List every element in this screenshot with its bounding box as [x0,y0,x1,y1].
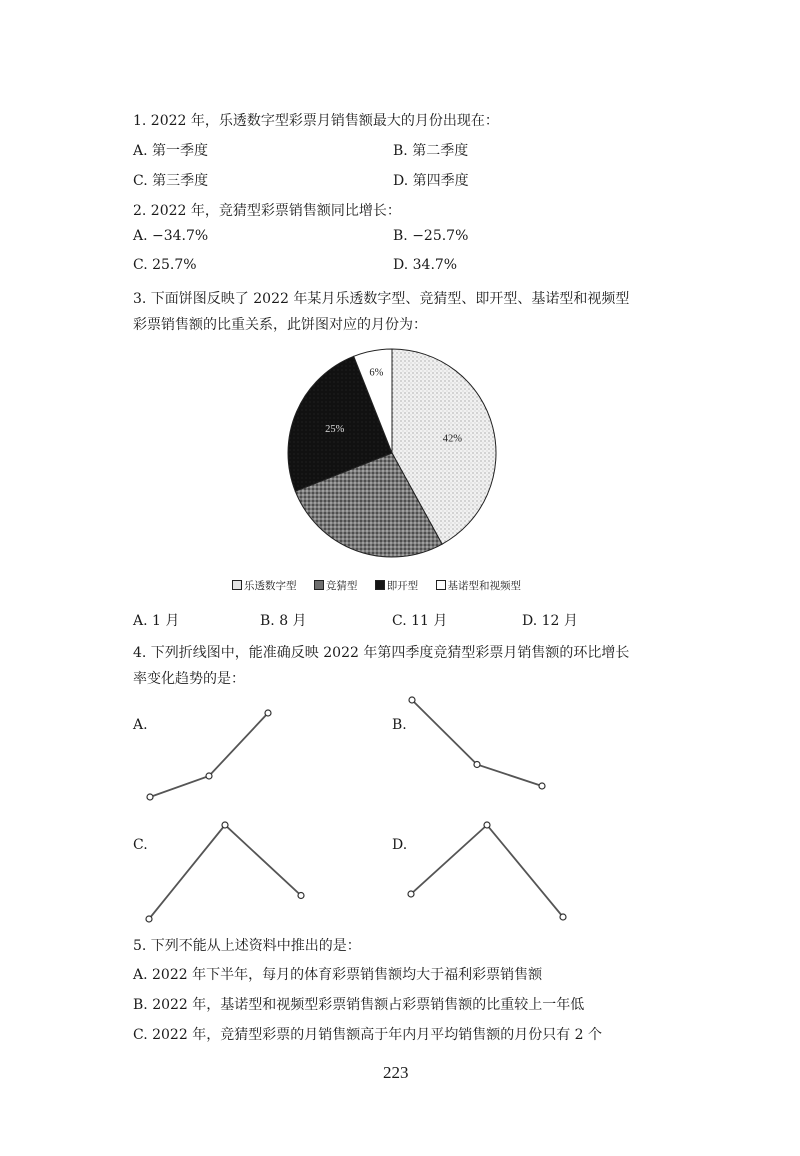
q5-option-c[interactable]: C. 2022 年，竞猜型彩票的月销售额高于年内月平均销售额的月份只有 2 个 [133,1027,602,1043]
option-line [150,713,268,797]
legend-swatch [375,580,385,590]
legend-label: 即开型 [386,580,419,592]
pie-slice-label: 25% [325,424,345,436]
option-line [149,825,301,919]
pie-chart [288,349,496,557]
pie-slice-label: 6% [369,367,384,379]
q1-option-d[interactable]: D. 第四季度 [393,173,469,189]
q1-option-b[interactable]: B. 第二季度 [393,143,469,159]
pie-legend [232,578,535,593]
q2-stem: 2. 2022 年，竞猜型彩票销售额同比增长： [133,203,401,219]
q2-option-a[interactable]: A. −34.7% [133,228,209,244]
line-point [298,893,304,899]
q2-option-b[interactable]: B. −25.7% [393,228,469,244]
q2-option-d[interactable]: D. 34.7% [393,257,458,273]
legend-swatch [436,580,446,590]
line-point [474,762,480,768]
q5-option-a[interactable]: A. 2022 年下半年，每月的体育彩票销售额均大于福利彩票销售额 [133,967,543,983]
q4-option-b[interactable]: B. [392,717,407,733]
line-point [408,891,414,897]
q4-option-d[interactable]: D. [392,837,408,853]
legend-swatch [314,580,324,590]
line-point [265,710,271,716]
q3-option-b[interactable]: B. 8 月 [260,613,307,629]
legend-label: 乐透数字型 [244,580,297,592]
q4-option-a[interactable]: A. [133,717,148,733]
legend-item-quiz [314,580,358,592]
q3-option-c[interactable]: C. 11 月 [392,613,448,629]
q3-stem-line2: 彩票销售额的比重关系，此饼图对应的月份为： [133,317,427,333]
line-point [146,916,152,922]
legend-item-lotto [232,580,297,592]
q1-option-a[interactable]: A. 第一季度 [133,143,209,159]
option-line [411,825,563,917]
line-point [409,697,415,703]
line-point [222,822,228,828]
q1-stem: 1. 2022 年，乐透数字型彩票月销售额最大的月份出现在： [133,113,499,129]
line-point [484,822,490,828]
line-point [539,783,545,789]
q3-option-d[interactable]: D. 12 月 [522,613,578,629]
legend-item-keno-video [436,580,522,592]
q1-option-c[interactable]: C. 第三季度 [133,173,209,189]
line-point [147,794,153,800]
q4-option-c[interactable]: C. [133,837,148,853]
pie-slice-label: 42% [442,433,463,445]
legend-label: 基诺型和视频型 [447,580,522,592]
q5-option-b[interactable]: B. 2022 年，基诺型和视频型彩票销售额占彩票销售额的比重较上一年低 [133,997,585,1013]
q3-option-a[interactable]: A. 1 月 [133,613,180,629]
q3-stem-line1: 3. 下面饼图反映了 2022 年某月乐透数字型、竞猜型、即开型、基诺型和视频型 [133,291,630,307]
line-point [560,914,566,920]
option-line [412,700,542,786]
page-number: 223 [383,1063,409,1082]
q4-stem-line2: 率变化趋势的是： [133,671,245,687]
legend-swatch [232,580,242,590]
q4-stem-line1: 4. 下列折线图中，能准确反映 2022 年第四季度竞猜型彩票月销售额的环比增长 [133,645,630,661]
q2-option-c[interactable]: C. 25.7% [133,257,197,273]
legend-item-instant [375,580,419,592]
legend-label: 竞猜型 [325,580,358,592]
line-chart-options [146,697,566,922]
line-point [206,773,212,779]
q5-stem: 5. 下列不能从上述资料中推出的是： [133,938,361,954]
